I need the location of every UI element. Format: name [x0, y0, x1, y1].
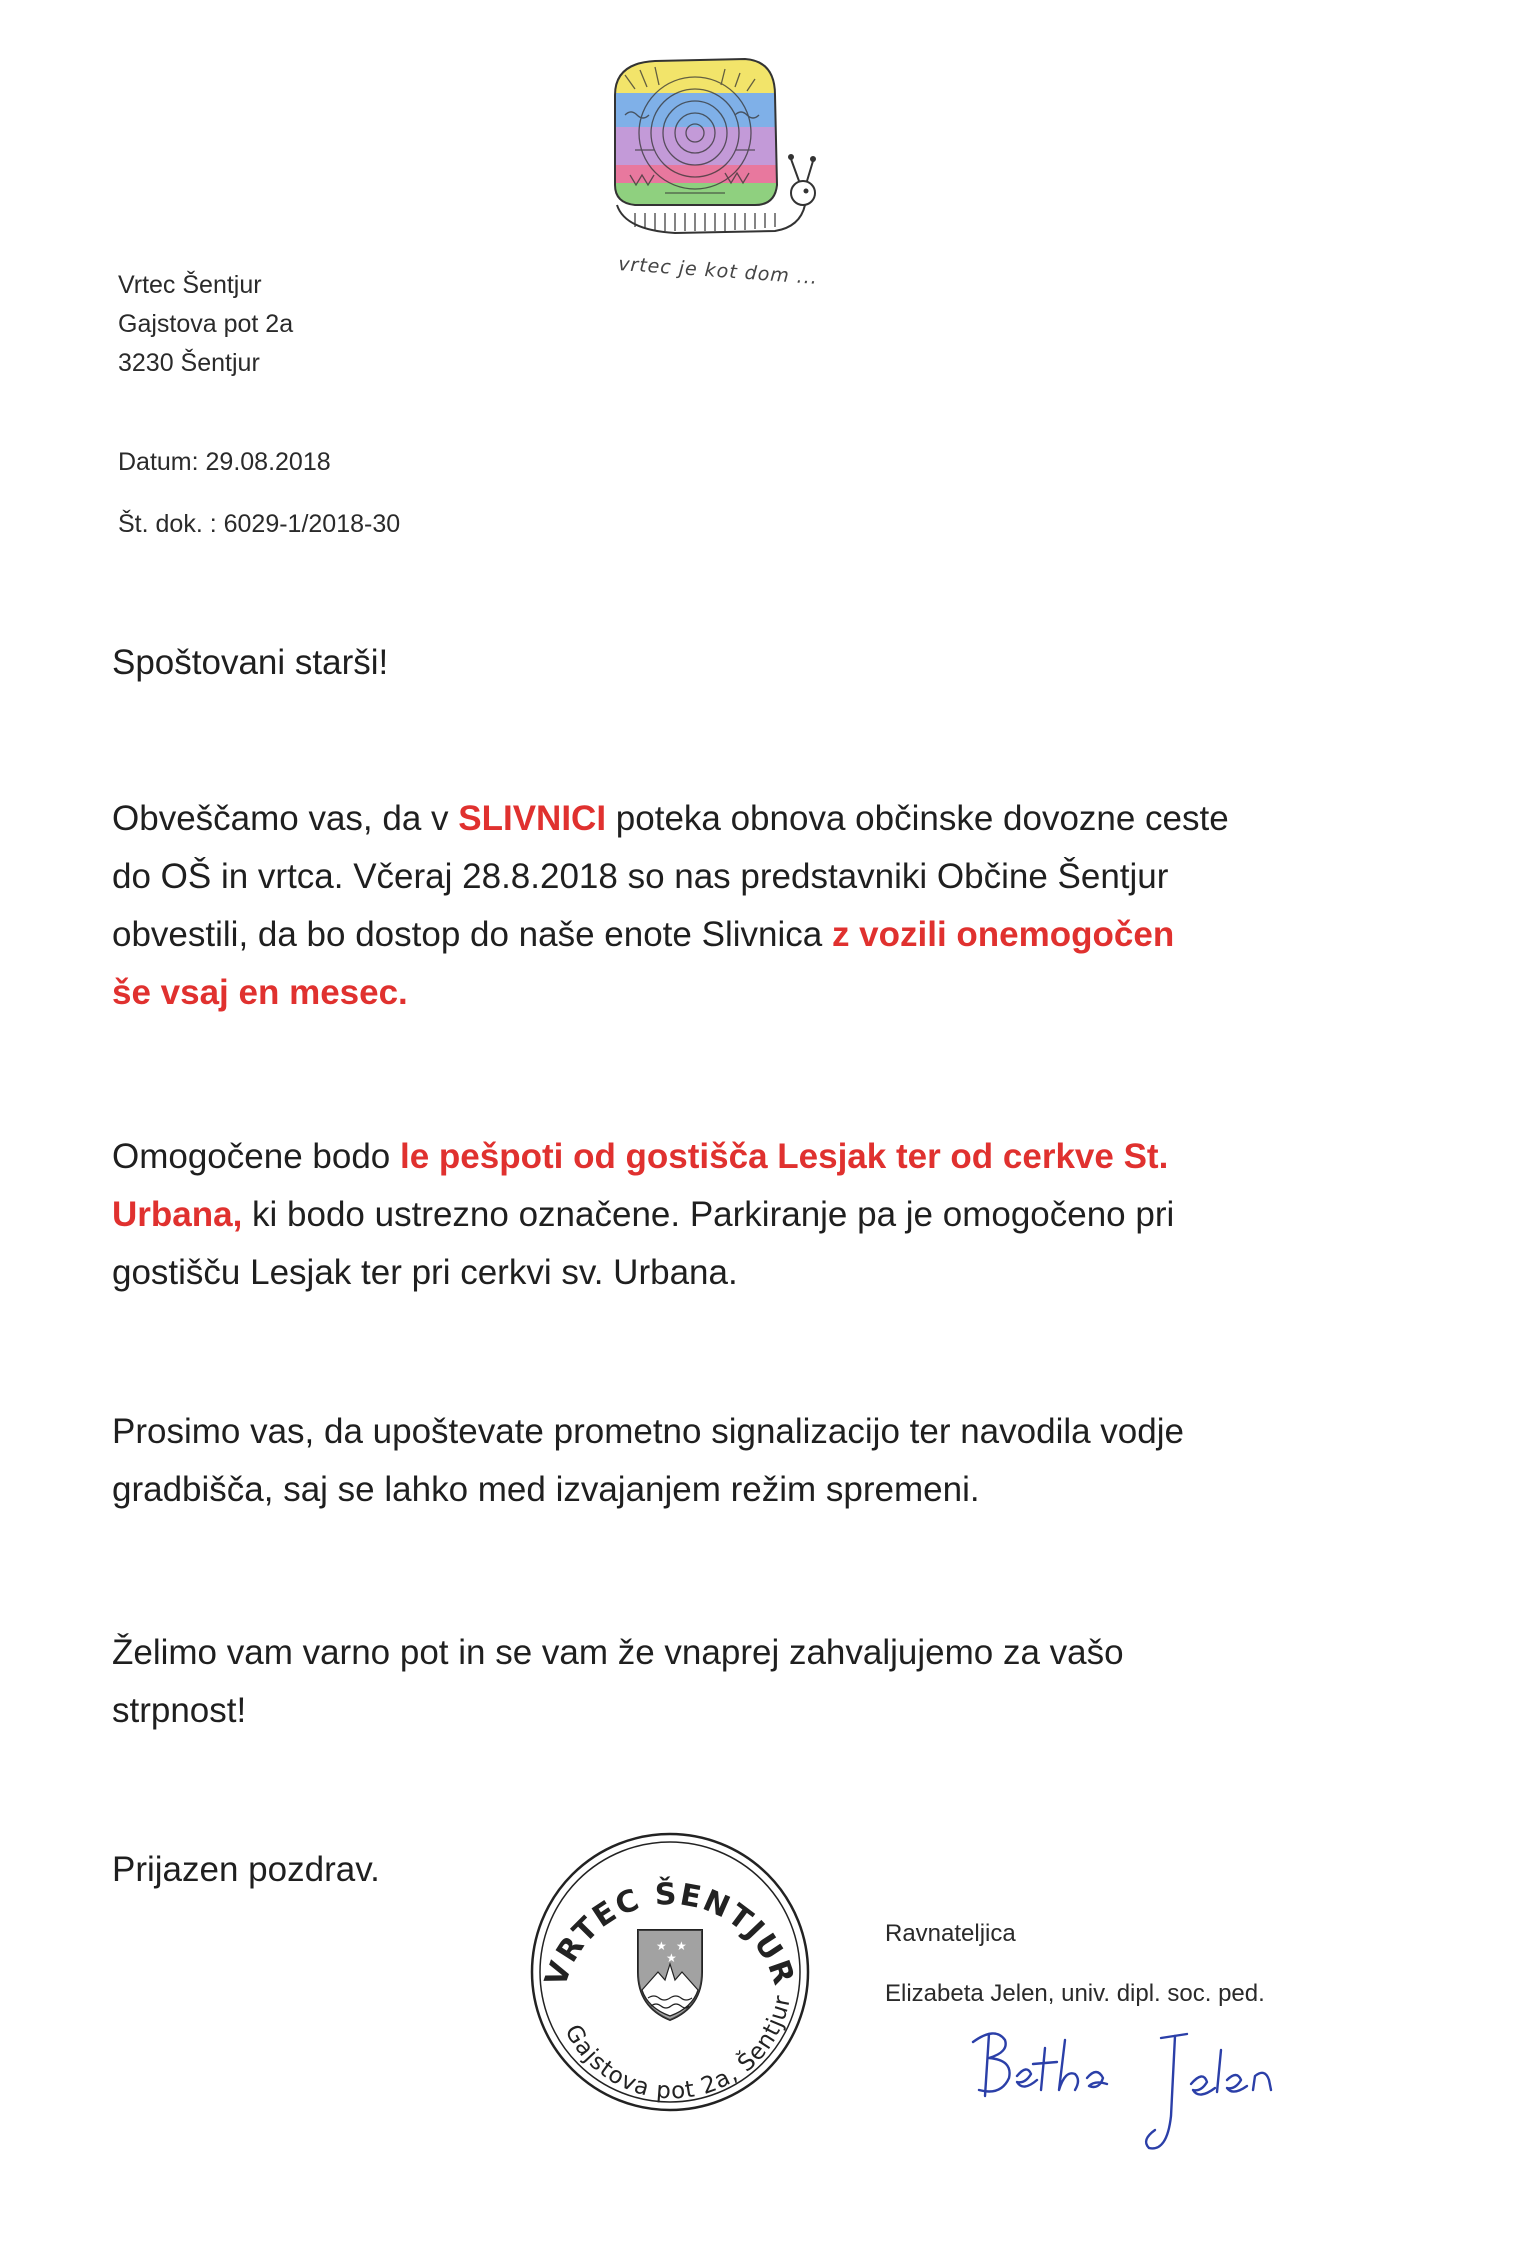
p3-line-1: Prosimo vas, da upoštevate prometno signalizacijo ter navodila vodje	[112, 1412, 1184, 1451]
highlight-one-month: še vsaj en mesec.	[112, 973, 408, 1012]
paragraph-road-renovation	[112, 790, 1392, 1022]
signatory-name: Elizabeta Jelen, univ. dipl. soc. ped.	[885, 1980, 1265, 2007]
sender-city: 3230 Šentjur	[118, 349, 260, 377]
p1-text: obvestili, da bo dostop do naše enote Slivnica	[112, 915, 832, 954]
document-date: Datum: 29.08.2018	[118, 448, 331, 476]
handwritten-signature	[965, 2020, 1285, 2170]
kindergarten-logo	[595, 55, 855, 289]
svg-text:★: ★	[676, 1939, 687, 1953]
p2-text: ki bodo ustrezno označene. Parkiranje pa je omogočeno pri	[242, 1195, 1175, 1234]
signatory-role: Ravnateljica	[885, 1920, 1016, 1947]
sender-street: Gajstova pot 2a	[118, 310, 294, 338]
coat-of-arms-icon	[638, 1930, 702, 2020]
p1-text: poteka obnova občinske dovozne ceste	[606, 799, 1229, 838]
p4-line-2: strpnost!	[112, 1691, 247, 1730]
highlight-footpaths: le pešpoti od gostišča Lesjak ter od cerkve St.	[399, 1137, 1169, 1176]
sender-name: Vrtec Šentjur	[118, 271, 262, 299]
p1-line-1	[112, 790, 1392, 848]
svg-text:★: ★	[656, 1939, 667, 1953]
letter-greeting	[112, 634, 1392, 692]
snail-logo-icon	[595, 55, 855, 255]
p2-line-1	[112, 1128, 1392, 1186]
p2-line-3: gostišču Lesjak ter pri cerkvi sv. Urbana.	[112, 1253, 738, 1292]
p4-line-1: Želimo vam varno pot in se vam že vnaprej zahvaljujemo za vašo	[112, 1633, 1124, 1672]
svg-text:★: ★	[666, 1951, 677, 1965]
official-stamp	[520, 1822, 820, 2122]
logo-tagline: vrtec je kot dom ...	[617, 253, 819, 289]
p2-line-2	[112, 1186, 1392, 1244]
highlight-urbana: Urbana,	[112, 1195, 243, 1234]
p1-text: Obveščamo vas, da v	[112, 799, 459, 838]
stamp-top-text: VRTEC ŠENTJUR	[538, 1876, 802, 1991]
closing-text: Prijazen pozdrav.	[112, 1850, 380, 1889]
p3-line-2: gradbišča, saj se lahko med izvajanjem režim spremeni.	[112, 1470, 980, 1509]
sender-address	[118, 266, 293, 383]
paragraph-footpaths	[112, 1128, 1392, 1302]
stamp-bottom-text: Gajstova pot 2a, Šentjur	[559, 1992, 797, 2105]
p1-line-2: do OŠ in vrtca. Včeraj 28.8.2018 so nas predstavniki Občine Šentjur	[112, 857, 1169, 896]
signature-block	[885, 1920, 1265, 2008]
p2-text: Omogočene bodo	[112, 1137, 400, 1176]
greeting-text: Spoštovani starši!	[112, 643, 389, 682]
paragraph-signage	[112, 1403, 1392, 1519]
p1-line-3	[112, 906, 1392, 964]
document-meta	[118, 448, 400, 550]
paragraph-thanks	[112, 1624, 1392, 1740]
document-number: Št. dok. : 6029-1/2018-30	[118, 510, 401, 538]
highlight-no-vehicles: z vozili onemogočen	[831, 915, 1175, 954]
highlight-slivnici: SLIVNICI	[458, 799, 607, 838]
